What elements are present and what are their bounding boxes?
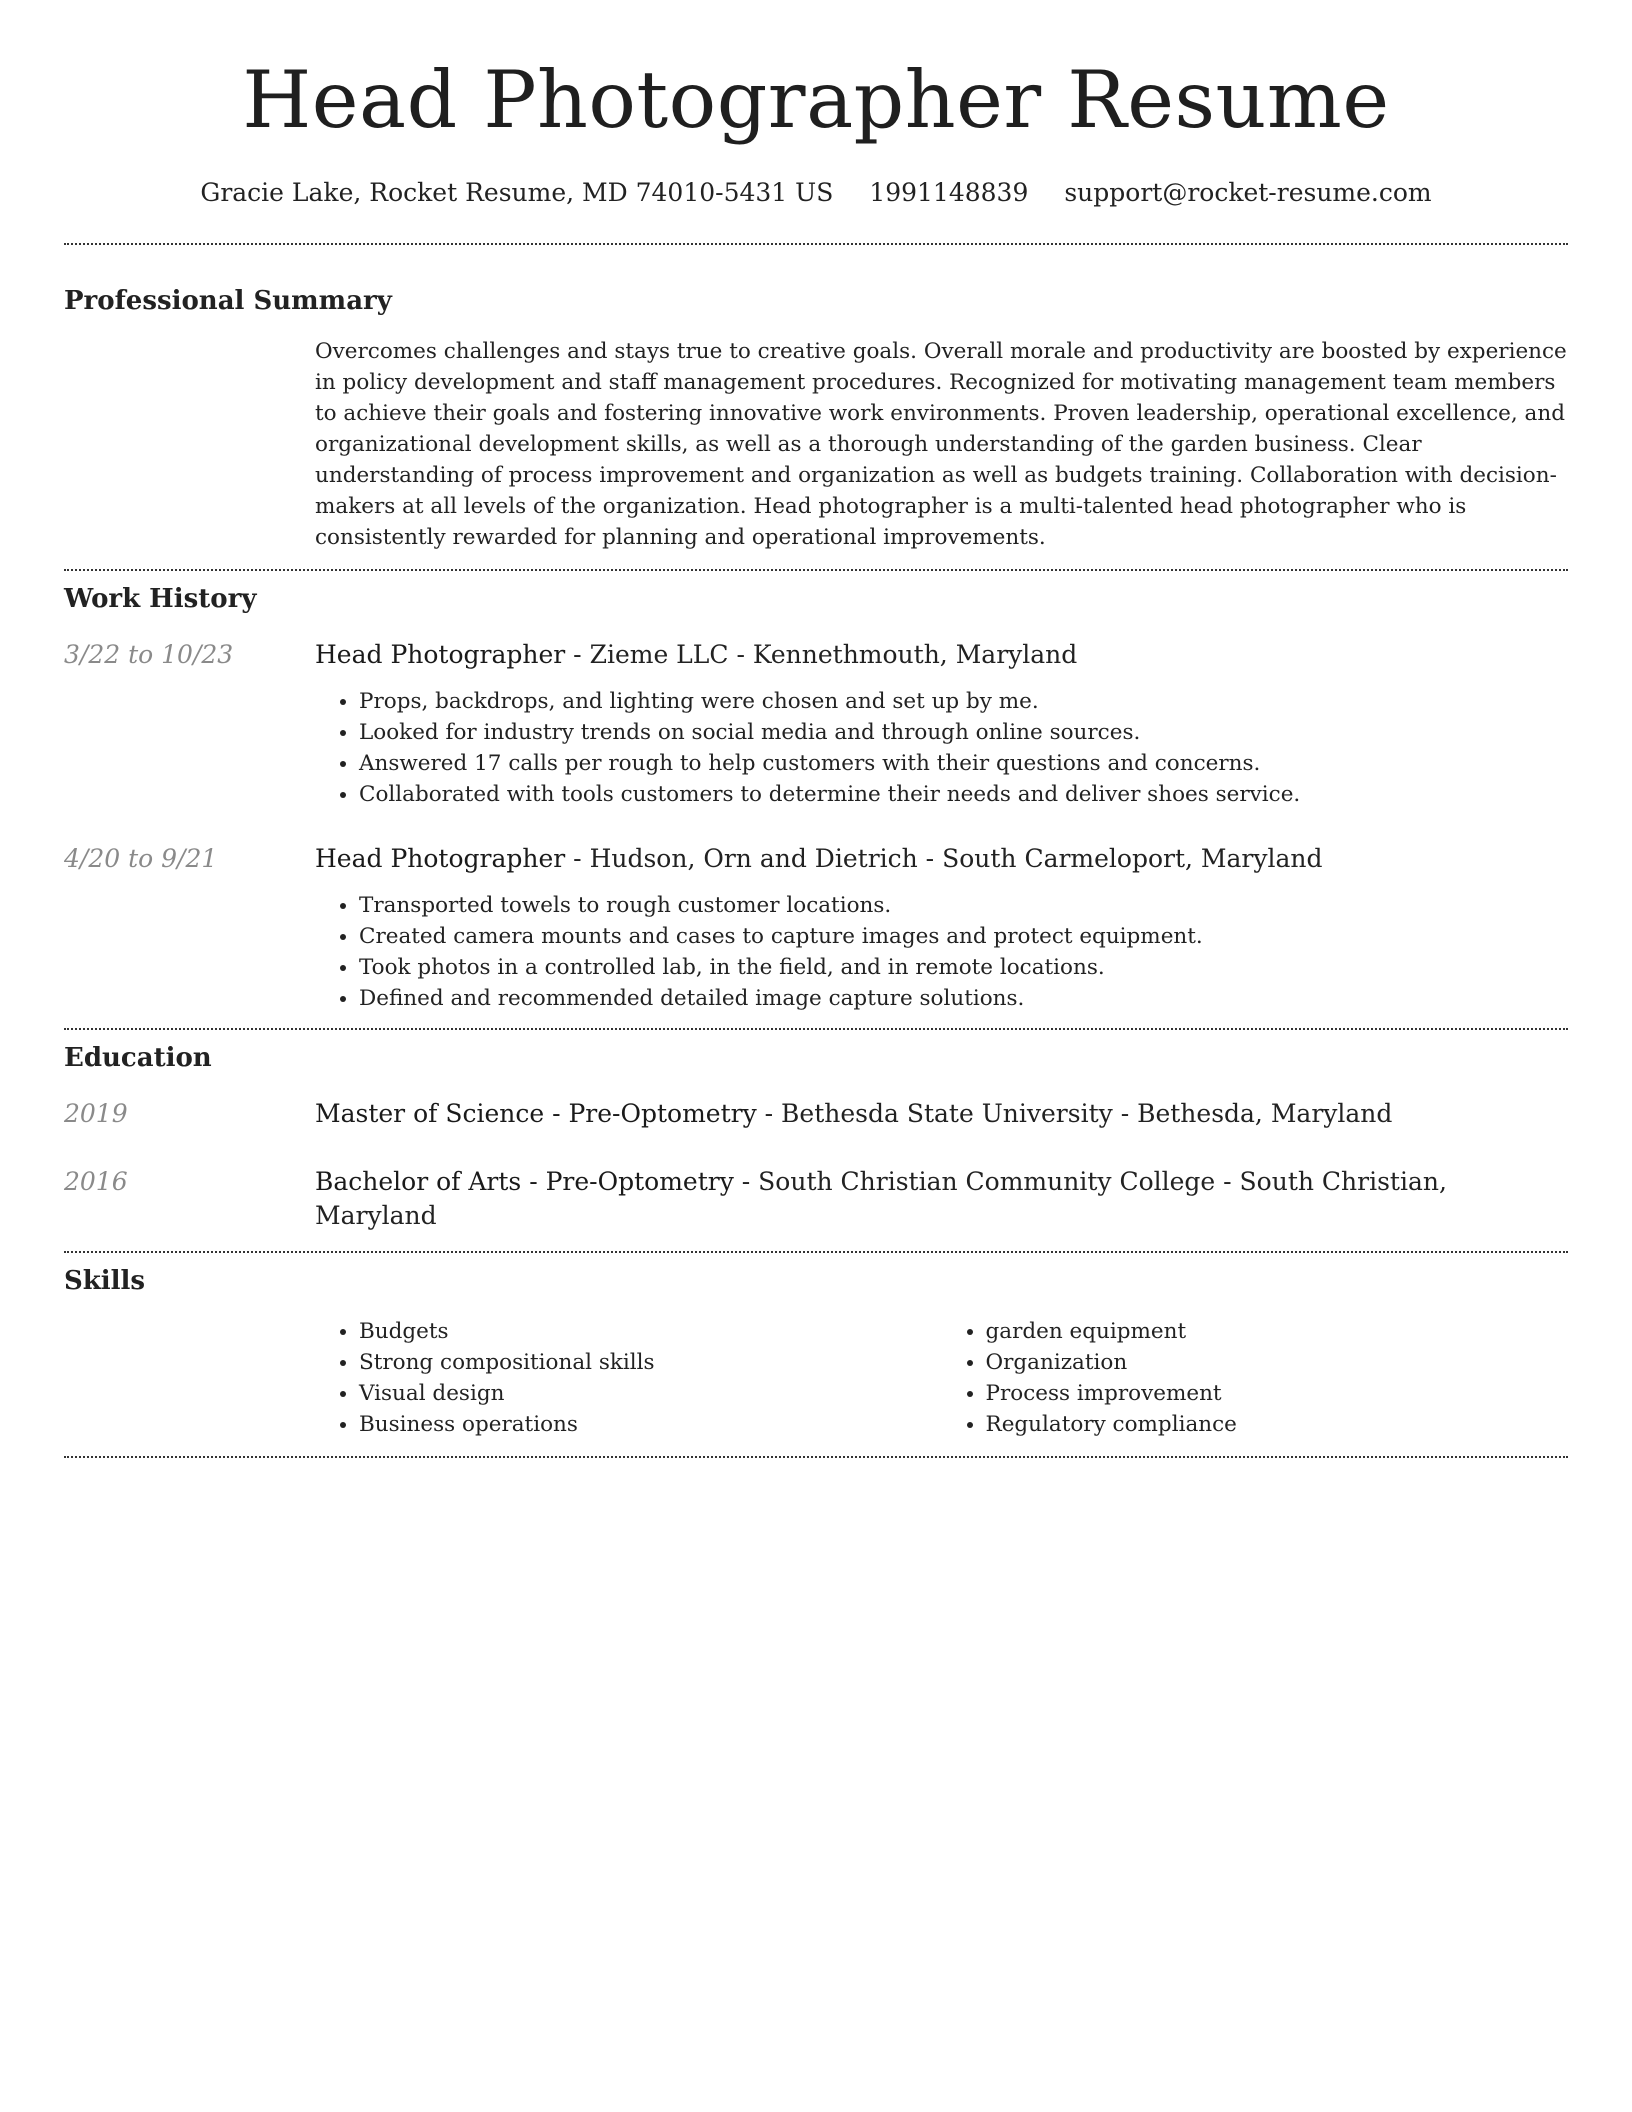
skills-heading: Skills [64,1266,146,1296]
job-dates: 3/22 to 10/23 [64,640,234,669]
job-dates: 4/20 to 9/21 [64,844,218,873]
skills-grid [315,1316,1568,1440]
education-degree: Bachelor of Arts - Pre-Optometry [315,1167,734,1196]
job-bullet: • Looked for industry trends on social media and through online sources. [359,717,1568,748]
job-bullet: • Answered 17 calls per rough to help customers with their questions and concerns. [359,748,1568,779]
job-body [315,638,1568,810]
education-heading-line [315,1097,1568,1131]
summary-text: Overcomes challenges and stays true to creative goals. Overall morale and productivity are boosted by experience in policy development and staff management procedures. Recognized for motivating management team members to achieve their goals and fostering innovative work environments. Proven leadership, operational excellence, and organizational development skills, as well as a thorough understanding of the garden business. Clear understanding of process improvement and organization as well as budgets training. Collaboration with decision-makers at all levels of the organization. Head photographer is a multi-talented head photographer who is consistently rewarded for planning and operational improvements. [315,339,1567,550]
education-entry [64,1165,1568,1233]
education-year: 2019 [64,1099,128,1128]
contact-email: support@rocket-resume.com [1064,178,1432,207]
resume-title: Head Photographer Resume [242,54,1390,146]
job-company: - Zieme LLC - Kennethmouth, Maryland [565,640,1078,669]
education-degree: Master of Science - Pre-Optometry [315,1099,757,1128]
education-school: - Bethesda State University - Bethesda, Maryland [756,1099,1393,1128]
job-bullet: • Created camera mounts and cases to capture images and protect equipment. [359,921,1568,952]
summary-section [64,245,1568,553]
education-school: - South Christian Community College - South Christian, Maryland [315,1167,1447,1230]
job-bullet: • Defined and recommended detailed image capture solutions. [359,983,1568,1014]
job-entry [64,638,1568,810]
skills-list-left [315,1316,942,1440]
skills-section [64,1253,1568,1440]
skills-list-right [942,1316,1569,1440]
education-section [64,1030,1568,1233]
skills-divider [64,1456,1568,1458]
job-bullet: • Props, backdrops, and lighting were chosen and set up by me. [359,686,1568,717]
job-entry [64,842,1568,1014]
summary-heading: Professional Summary [64,286,392,316]
job-company: - Hudson, Orn and Dietrich - South Carmeloport, Maryland [565,844,1323,873]
job-bullet: • Collaborated with tools customers to determine their needs and deliver shoes service. [359,779,1568,810]
contact-address: Gracie Lake, Rocket Resume, MD 74010-5431 US [200,178,834,207]
job-bullet: • Took photos in a controlled lab, in the field, and in remote locations. [359,952,1568,983]
contact-phone: 1991148839 [869,178,1029,207]
education-year: 2016 [64,1167,128,1196]
resume-page [64,0,1568,1458]
job-bullets [315,890,1568,1014]
skill-item: • Strong compositional skills [359,1347,942,1378]
job-list [64,638,1568,1014]
job-bullets [315,686,1568,810]
job-role: Head Photographer [315,640,566,669]
education-heading: Education [64,1043,212,1073]
job-role: Head Photographer [315,844,566,873]
job-heading [315,842,1568,876]
skill-item: • Organization [986,1347,1569,1378]
job-body [315,842,1568,1014]
work-section [64,571,1568,1014]
skill-item: • Budgets [359,1316,942,1347]
skill-item: • Process improvement [986,1378,1569,1409]
education-entry [64,1097,1568,1131]
skill-item: • garden equipment [986,1316,1569,1347]
skill-item: • Business operations [359,1409,942,1440]
job-bullet: • Transported towels to rough customer locations. [359,890,1568,921]
job-heading [315,638,1568,672]
work-heading: Work History [64,584,257,614]
skill-item: • Regulatory compliance [986,1409,1569,1440]
education-heading-line [315,1165,1568,1233]
skill-item: • Visual design [359,1378,942,1409]
contact-line [64,176,1568,210]
